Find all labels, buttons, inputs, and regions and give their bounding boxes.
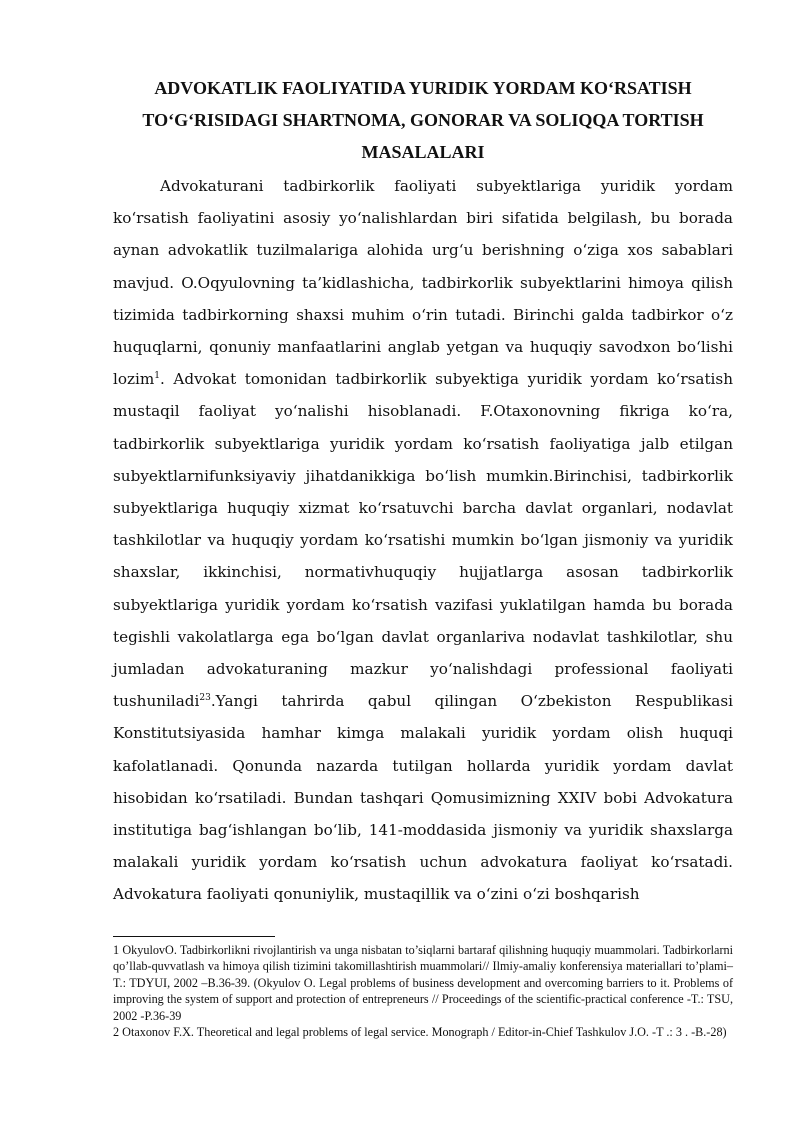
footnote-ref: 1 [154,371,160,382]
footnote-divider [113,936,275,937]
title-line: TO‘G‘RISIDAGI SHARTNOMA, GONORAR VA SOLIQQA TORTISH [142,110,704,130]
title-line: MASALALARI [361,142,485,162]
footnote: 1 OkyulovO. Tadbirkorlikni rivojlantirish va unga nisbatan to’siqlarni bartaraf qilishning huquqiy muammolari. Tadbirkorlarni qo’llab-quvvatlash va himoya qilish tizimini takomillashtirish muammolari// Ilmiy-amaliy konferensiya materiallari to’plami–T.: TDYUI, 2002 –B.36-39. (Okyulov O. Legal problems of business development and overcoming barriers to it. Problems of improving the system of support and protection of entrepreneurs // Proceedings of the scientific-practical conference -T.: TSU, 2002 -P.36-39 [113,943,733,1023]
footnote: 2 Otaxonov F.X. Theoretical and legal problems of legal service. Monograph / Editor-in-Chief Tashkulov J.O. -T .: 3 . -B.-28) [113,1025,727,1040]
body-paragraph [113,170,733,911]
footnotes [113,942,733,1040]
body-text-part: .Yangi tahrirda qabul qilingan O‘zbekiston Respublikasi Konstitutsiyasida hamhar kimga malakali yuridik yordam olish huquqi kafolatlanadi. Qonunda nazarda tutilgan hollarda yuridik yordam davlat hisobidan ko‘rsatiladi. Bundan tashqari Qomusimizning XXIV bobi Advokatura institutiga bag‘ishlangan bo‘lib, 141-moddasida jismoniy va yuridik shaxslarga malakali yuridik yordam ko‘rsatish uchun advokatura faoliyat ko‘rsatadi. Advokatura faoliyati qonuniylik, mustaqillik va o‘zini o‘zi boshqarish [113,692,733,904]
body-text-part: . Advokat tomonidan tadbirkorlik subyektiga yuridik yordam ko‘rsatish mustaqil faoliyat yo‘nalishi hisoblanadi. F.Otaxonovning fikriga ko‘ra, tadbirkorlik subyektlariga yuridik yordam ko‘rsatish faoliyatiga jalb etilgan subyektlarnifunksiyaviy jihatdanikkiga bo‘lish mumkin.Birinchisi, tadbirkorlik subyektlariga huquqiy xizmat ko‘rsatuvchi barcha davlat organlari, nodavlat tashkilotlar va huquqiy yordam ko‘rsatishi mumkin bo‘lgan jismoniy va yuridik shaxslar, ikkinchisi, normativhuquqiy hujjatlarga asosan tadbirkorlik subyektlariga yuridik yordam ko‘rsatish vazifasi yuklatilgan hamda bu borada tegishli vakolatlarga ega bo‘lgan davlat organlariva nodavlat tashkilotlar, shu jumladan advokaturaning mazkur yo‘nalishdagi professional faoliyati tushuniladi [113,370,733,711]
footnote-ref: 23 [199,693,211,704]
body-text-part: Advokaturani tadbirkorlik faoliyati subyektlariga yuridik yordam ko‘rsatish faoliyatini asosiy yo‘nalishlardan biri sifatida belgilash, bu borada aynan advokatlik tuzilmalariga alohida urg‘u berishning o‘ziga xos sabablari mavjud. O.Oqyulovning ta’kidlashicha, tadbirkorlik subyektlarini himoya qilish tizimida tadbirkorning shaxsi muhim o‘rin tutadi. Birinchi galda tadbirkor o‘z huquqlarni, qonuniy manfaatlarini anglab yetgan va huquqiy savodxon bo‘lishi lozim [113,177,733,389]
title-line: ADVOKATLIK FAOLIYATIDA YURIDIK YORDAM KO‘RSATISH [154,78,692,98]
document-title [113,72,733,168]
